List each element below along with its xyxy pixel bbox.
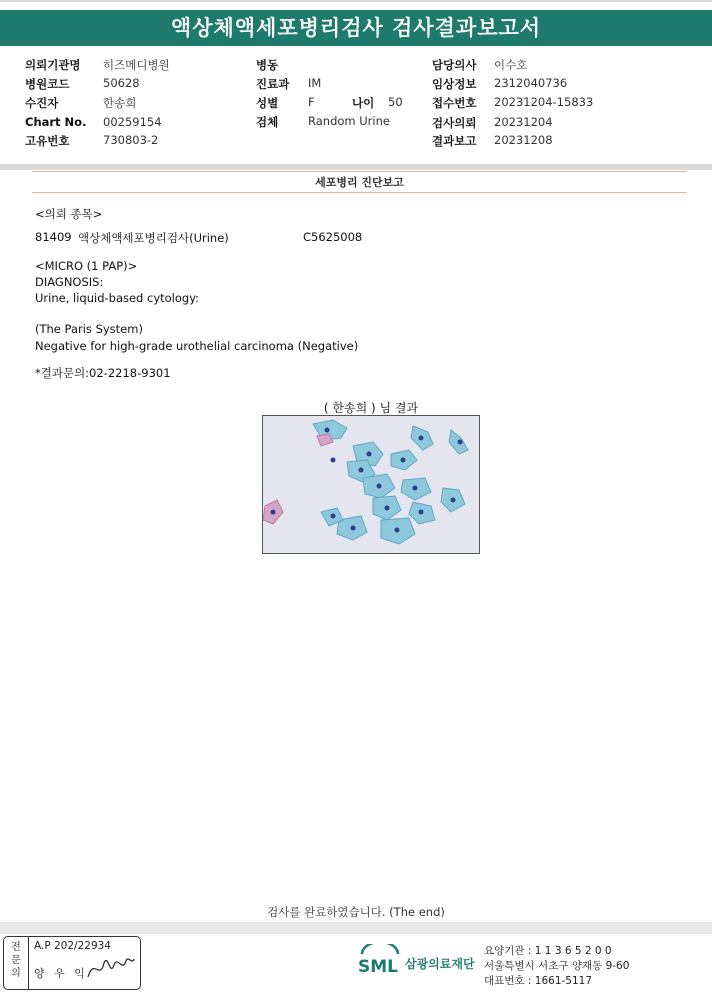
field-label: 성별 bbox=[256, 96, 279, 110]
org-address: 서울특별시 서초구 양재동 9-60 bbox=[484, 960, 630, 972]
top-rule bbox=[0, 0, 712, 2]
micro-heading: <MICRO (1 PAP)> bbox=[35, 259, 138, 273]
field-value: 50 bbox=[388, 95, 403, 109]
field-label: 진료과 bbox=[256, 77, 290, 91]
field-value: 20231204-15833 bbox=[494, 95, 594, 109]
section-title: 세포병리 진단보고 bbox=[315, 176, 404, 189]
order-name: 액상체액세포병리검사(Urine) bbox=[78, 231, 229, 245]
paris-system: (The Paris System) bbox=[35, 322, 143, 336]
specimen-line: Urine, liquid-based cytology: bbox=[35, 291, 200, 305]
footer-band bbox=[0, 922, 712, 934]
field-label: 나이 bbox=[352, 96, 375, 110]
field-label: 임상정보 bbox=[432, 77, 477, 91]
field-value: 이수호 bbox=[494, 58, 528, 72]
diagnosis-label: DIAGNOSIS: bbox=[35, 275, 104, 289]
field-value: IM bbox=[308, 76, 322, 90]
signature-box bbox=[3, 936, 141, 990]
field-value: 히즈메디병원 bbox=[103, 58, 170, 72]
field-value: 한송희 bbox=[103, 96, 137, 110]
field-label: 의뢰기관명 bbox=[25, 58, 81, 72]
field-value: 00259154 bbox=[103, 115, 162, 129]
field-label: 결과보고 bbox=[432, 134, 477, 148]
order-number: C5625008 bbox=[303, 230, 363, 244]
diagnosis-result: Negative for high-grade urothelial carcinoma (Negative) bbox=[35, 339, 359, 353]
order-code: 81409 bbox=[35, 230, 72, 244]
field-label: Chart No. bbox=[25, 115, 87, 129]
field-value: 20231204 bbox=[494, 115, 553, 129]
section-rule-top bbox=[32, 171, 687, 172]
sml-logo-mark bbox=[356, 944, 404, 980]
field-label: 접수번호 bbox=[432, 96, 477, 110]
field-label: 검사의뢰 bbox=[432, 116, 477, 130]
logo-text: SML bbox=[358, 957, 398, 977]
signature-divider bbox=[28, 937, 29, 989]
signature-scribble bbox=[84, 951, 136, 985]
org-phone: 대표번호 : 1661-5117 bbox=[484, 975, 593, 987]
field-value: 2312040736 bbox=[494, 76, 568, 90]
image-caption: ( 한송희 ) 님 결과 bbox=[323, 401, 419, 415]
specialist-label: 전 문 의 bbox=[11, 942, 21, 979]
field-label: 병동 bbox=[256, 58, 279, 72]
order-heading: <의뢰 종목> bbox=[35, 207, 103, 221]
field-label: 병원코드 bbox=[25, 77, 70, 91]
field-value: 730803-2 bbox=[103, 133, 159, 147]
contact-line: *결과문의:02-2218-9301 bbox=[35, 366, 171, 380]
org-code: 요양기관 : 1 1 3 6 5 2 0 0 bbox=[484, 945, 612, 957]
field-value: 50628 bbox=[103, 76, 140, 90]
ap-number: A.P 202/22934 bbox=[34, 940, 111, 952]
org-name: 삼광의료재단 bbox=[405, 957, 475, 971]
report-title: 액상체액세포병리검사 검사결과보고서 bbox=[0, 10, 712, 46]
field-label: 담당의사 bbox=[432, 58, 477, 72]
field-label: 고유번호 bbox=[25, 134, 70, 148]
field-value: F bbox=[308, 95, 315, 109]
field-label: 수진자 bbox=[25, 96, 59, 110]
cytology-image bbox=[262, 415, 480, 554]
doctor-name: 양 우 익 bbox=[34, 967, 88, 980]
field-value: Random Urine bbox=[308, 114, 390, 128]
field-label: 검체 bbox=[256, 115, 279, 129]
section-rule-bottom bbox=[32, 192, 687, 193]
field-value: 20231208 bbox=[494, 133, 553, 147]
end-notice: 검사를 완료하였습니다. (The end) bbox=[267, 905, 445, 919]
header-separator bbox=[0, 164, 712, 170]
